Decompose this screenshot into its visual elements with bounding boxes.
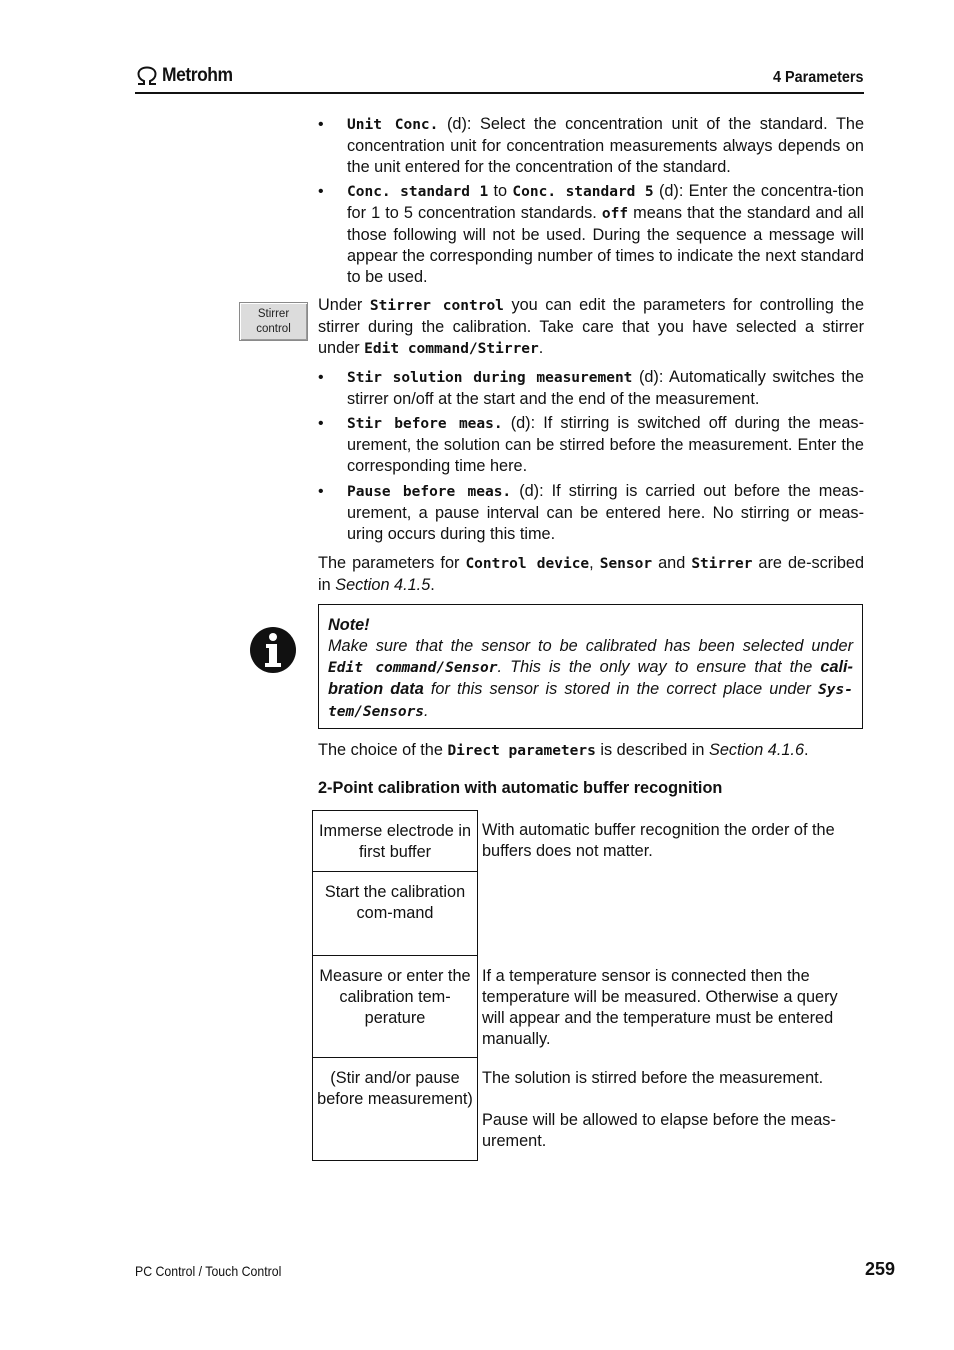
section-reference: Section 4.1.6 xyxy=(708,741,805,759)
direct-parameters-paragraph xyxy=(318,740,864,762)
info-icon xyxy=(249,626,297,674)
softkey-label: Stirrer xyxy=(257,307,290,320)
step-label: Immerse electrode in first buffer xyxy=(312,810,478,872)
list-item xyxy=(318,481,864,545)
param-term: off xyxy=(601,206,629,222)
text-span: Make sure that the sensor to be calibrated has been selected under xyxy=(328,637,853,655)
emphasis-text: cali-bration data xyxy=(328,658,853,698)
param-term: Control device xyxy=(465,556,590,572)
text-span: The choice of the xyxy=(318,741,448,759)
section-title: 4 Parameters xyxy=(773,69,864,86)
logo-text: Metrohm xyxy=(162,65,233,86)
param-term: Pause before meas. xyxy=(347,484,512,500)
note-body xyxy=(328,636,853,723)
param-term: Stir before meas. xyxy=(347,416,503,432)
step-row xyxy=(312,956,864,1058)
param-desc: (d): Automatically switches the stirrer on/off at the start and the end of the measurement. xyxy=(347,368,864,408)
step-description: If a temperature sensor is connected then the temperature will be measured. Otherwise a query will appear and the temperature must be entered manually. xyxy=(482,967,838,1048)
param-desc: (d): Enter the concentra-tion for 1 to 5 concentration standards. xyxy=(347,182,864,222)
param-term: Conc. standard 1 xyxy=(347,184,489,200)
step-description-line: The solution is stirred before the measurement. xyxy=(482,1069,824,1087)
list-item xyxy=(318,114,864,178)
step-description xyxy=(482,1068,864,1152)
softkey-label: control xyxy=(256,322,291,335)
text-span: , xyxy=(589,554,600,572)
text-span: Under xyxy=(318,296,370,314)
param-desc: means that the standard and all those following will not be used. During the sequence a message will appear the corresponding number of times to indicate the next standard to be used. xyxy=(347,204,864,286)
list-item xyxy=(318,367,864,410)
param-desc: (d): If stirring is switched off during the meas-urement, the solution can be stirred before the measurement. Enter the corresponding time here. xyxy=(347,414,864,475)
param-term: Stir solution during measurement xyxy=(347,370,633,386)
step-label: Measure or enter the calibration tem-perature xyxy=(312,956,478,1058)
step-label: Start the calibration com-mand xyxy=(312,872,478,956)
page-header xyxy=(135,62,864,94)
param-term: Conc. standard 5 xyxy=(512,184,654,200)
param-term: Unit Conc. xyxy=(347,117,439,133)
param-desc: (d): Select the concentration unit of the standard. The concentration unit for concentration measurements always depends on the unit entered for the concentration of the standard. xyxy=(347,115,864,176)
param-term: Sensor xyxy=(599,556,653,572)
param-term: Edit command/Stirrer xyxy=(364,341,539,357)
param-term: Stirrer xyxy=(691,556,753,572)
omega-logo-icon xyxy=(135,66,159,86)
step-row xyxy=(312,1058,864,1161)
step-row xyxy=(312,872,864,956)
param-term: Stirrer control xyxy=(369,298,504,314)
metrohm-logo xyxy=(135,65,239,87)
stirrer-control-softkey xyxy=(239,302,308,341)
text-span: The parameters for xyxy=(318,554,466,572)
param-desc: to xyxy=(488,182,513,200)
list-item xyxy=(318,181,864,288)
param-term: Sys-tem/Sensors xyxy=(328,682,853,720)
text-span: for this sensor is stored in the correct place under xyxy=(423,680,819,698)
step-row xyxy=(312,810,864,872)
bullet-icon: • xyxy=(318,183,324,200)
list-item xyxy=(318,413,864,477)
text-span: you can edit the parameters for controlling the stirrer during the calibration. Take care that you have selected a stirrer under xyxy=(318,296,865,357)
footer-title: PC Control / Touch Control xyxy=(135,1263,282,1279)
text-span: . xyxy=(804,741,809,759)
param-desc: (d): If stirring is carried out before the meas-urement, a pause interval can be entered here. No stirring or meas-uring occurs during this time. xyxy=(347,482,864,543)
calibration-steps xyxy=(312,810,864,1161)
step-label: (Stir and/or pause before measurement) xyxy=(312,1058,478,1161)
section-heading: 2-Point calibration with automatic buffer recognition xyxy=(318,779,723,797)
param-term: Edit command/Sensor xyxy=(328,660,498,676)
text-span: . This is the only way to ensure that the xyxy=(497,658,821,676)
bullet-icon: • xyxy=(318,483,324,500)
bullet-icon: • xyxy=(318,116,324,133)
text-span: are de-scribed in xyxy=(318,554,864,594)
text-span: is described in xyxy=(595,741,709,759)
note-box xyxy=(318,604,863,729)
parameters-paragraph xyxy=(318,553,864,596)
text-span: . xyxy=(538,339,544,357)
step-description-line: Pause will be allowed to elapse before the meas-urement. xyxy=(482,1111,836,1150)
text-span: . xyxy=(430,576,435,594)
section-reference: Section 4.1.5 xyxy=(335,576,431,594)
bullet-icon: • xyxy=(318,369,324,386)
text-span: . xyxy=(424,702,429,720)
text-span: and xyxy=(652,554,692,572)
note-title: Note! xyxy=(328,616,370,634)
page-number: 259 xyxy=(864,1259,895,1279)
step-description: With automatic buffer recognition the order of the buffers does not matter. xyxy=(482,821,835,860)
bullet-icon: • xyxy=(318,415,324,432)
param-term: Direct parameters xyxy=(447,743,596,759)
stirrer-paragraph xyxy=(318,295,864,360)
